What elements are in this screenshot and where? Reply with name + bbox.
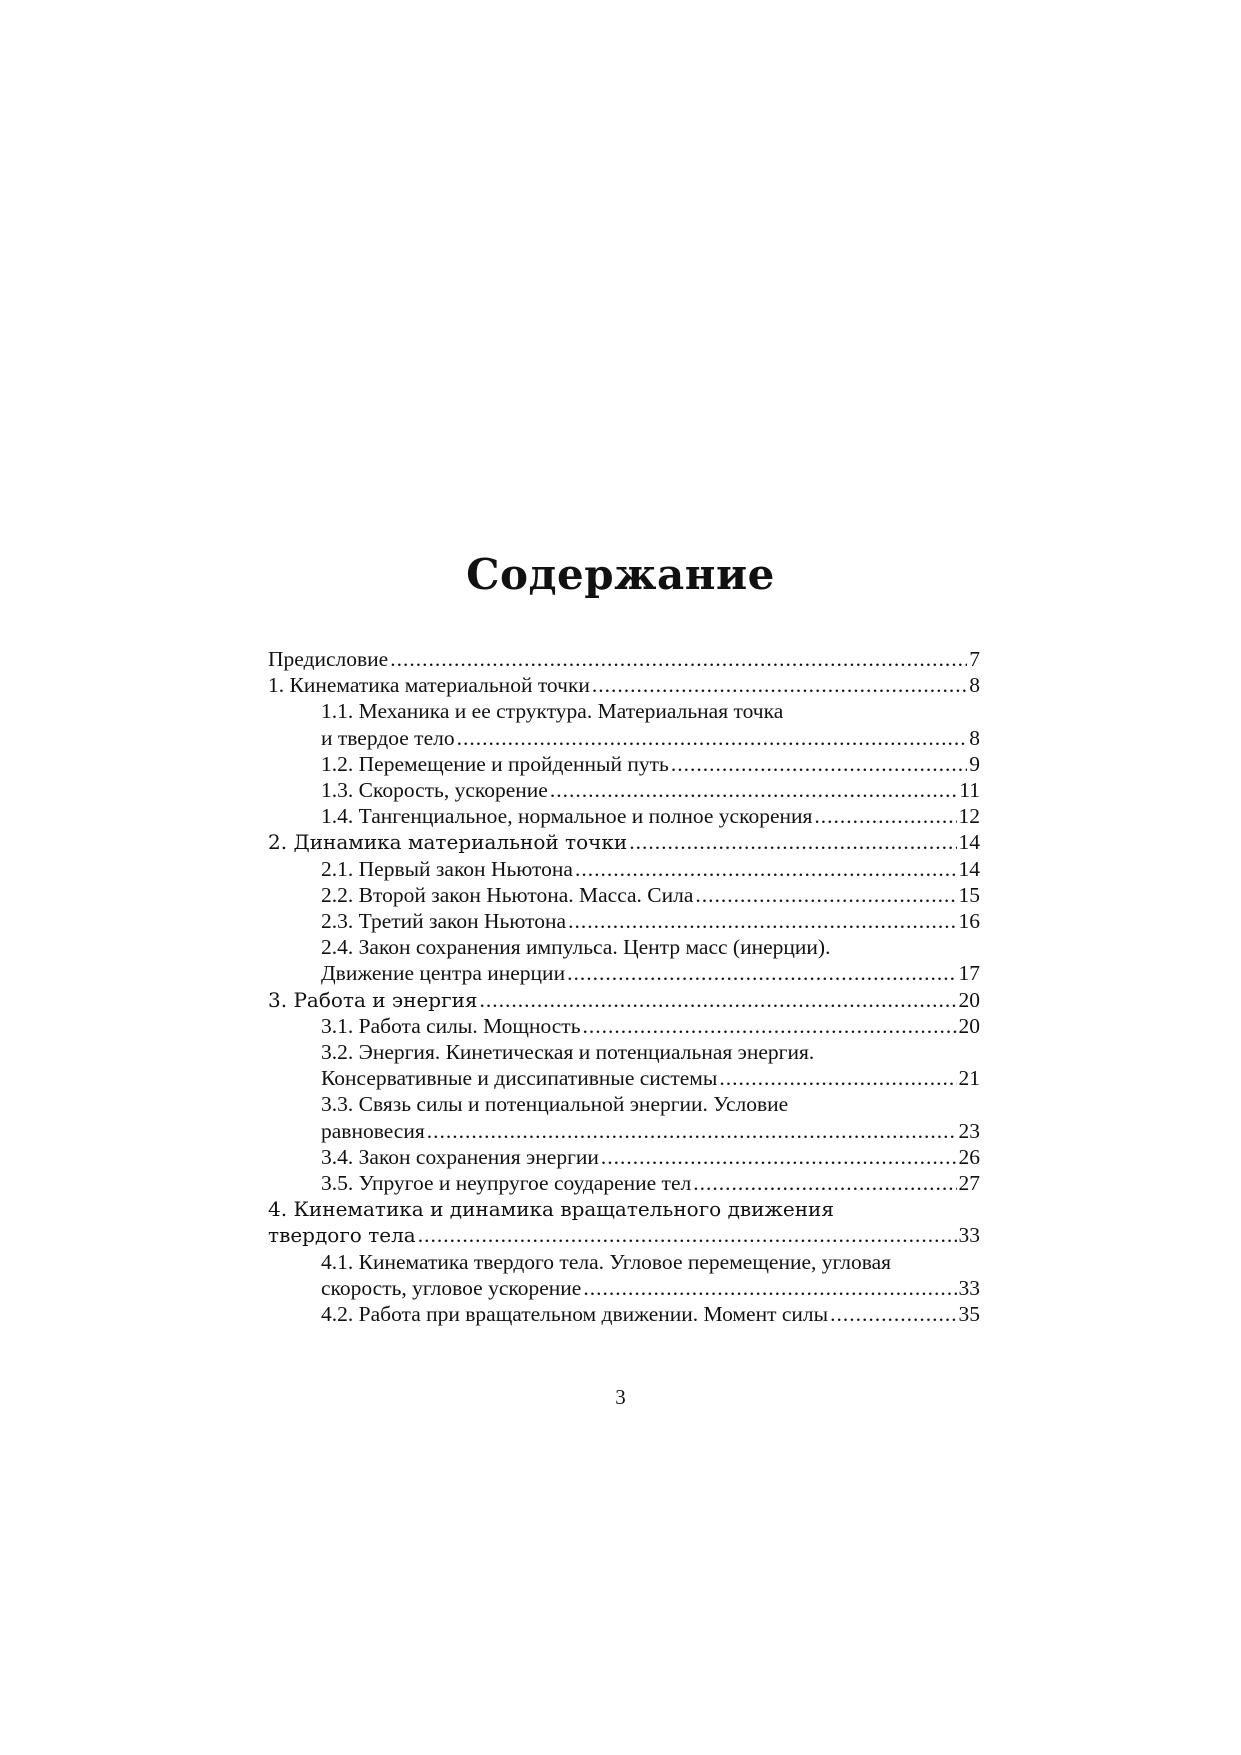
- toc-entry-text: 1. Кинематика материальной точки: [268, 673, 590, 698]
- toc-leader-dots: [568, 908, 956, 934]
- toc-entry-text: скорость, угловое ускорение: [321, 1275, 582, 1300]
- toc-leader-dots: [583, 1013, 957, 1039]
- toc-entry-3-3-cont[interactable]: [268, 1118, 980, 1144]
- toc-entry-text: 3.4. Закон сохранения энергии: [321, 1144, 599, 1169]
- toc-entry-chapter-3[interactable]: [268, 987, 980, 1013]
- toc-entry-text: Предисловие: [268, 647, 389, 671]
- toc-entry-text: 2.1. Первый закон Ньютона: [321, 856, 573, 881]
- toc-entry-2-3[interactable]: [268, 908, 980, 934]
- page-number: 3: [615, 1385, 626, 1409]
- toc-page-number: 33: [958, 1275, 980, 1300]
- toc-page-number: 14: [958, 856, 980, 881]
- toc-leader-dots: [830, 1301, 956, 1327]
- toc-leader-dots: [814, 803, 956, 829]
- table-of-contents: [268, 646, 980, 1327]
- toc-entry-1-1[interactable]: [268, 698, 980, 724]
- toc-page-number: 23: [958, 1118, 980, 1143]
- toc-leader-dots: [592, 672, 967, 698]
- toc-entry-chapter-4-cont[interactable]: [268, 1222, 980, 1248]
- toc-entry-1-4[interactable]: [268, 803, 980, 829]
- toc-entry-text: 2. Динамика материальной точки: [268, 830, 628, 855]
- toc-page-number: 16: [958, 909, 980, 934]
- toc-leader-dots: [427, 1118, 957, 1144]
- toc-page-number: 20: [958, 987, 980, 1012]
- toc-entry-4-1[interactable]: [268, 1249, 980, 1275]
- toc-entry-2-4-cont[interactable]: [268, 960, 980, 986]
- toc-entry-4-1-cont[interactable]: [268, 1275, 980, 1301]
- toc-page-number: 21: [958, 1066, 980, 1091]
- toc-entry-text: 4. Кинематика и динамика вращательного движения: [268, 1197, 834, 1222]
- toc-entry-text: 1.2. Перемещение и пройденный путь: [321, 751, 669, 776]
- toc-page-number: 7: [969, 647, 980, 671]
- toc-page-number: 20: [958, 1013, 980, 1038]
- toc-entry-text: равновесия: [321, 1118, 425, 1143]
- toc-entry-text: 3.1. Работа силы. Мощность: [321, 1013, 581, 1038]
- toc-entry-text: и твердое тело: [321, 725, 455, 750]
- toc-leader-dots: [575, 856, 957, 882]
- toc-leader-dots: [629, 829, 956, 855]
- toc-page-number: 35: [958, 1302, 980, 1327]
- toc-entry-text: твердого тела: [268, 1223, 416, 1248]
- toc-entry-3-5[interactable]: [268, 1170, 980, 1196]
- toc-entry-text: 4.2. Работа при вращательном движении. Момент силы: [321, 1302, 829, 1327]
- toc-leader-dots: [567, 960, 956, 986]
- toc-page-number: 8: [969, 725, 980, 750]
- toc-page-number: 14: [958, 830, 980, 855]
- toc-entry-text: 2.4. Закон сохранения импульса. Центр масс (инерции).: [321, 935, 831, 960]
- toc-page-number: 33: [958, 1223, 980, 1248]
- toc-page-number: 8: [969, 673, 980, 698]
- toc-leader-dots: [457, 725, 968, 751]
- toc-entry-3-1[interactable]: [268, 1013, 980, 1039]
- toc-entry-chapter-1[interactable]: [268, 672, 980, 698]
- toc-entry-text: Консервативные и диссипативные системы: [321, 1066, 718, 1091]
- toc-leader-dots: [601, 1144, 957, 1170]
- toc-entry-text: 3.2. Энергия. Кинетическая и потенциальная энергия.: [321, 1040, 815, 1065]
- toc-entry-chapter-4[interactable]: [268, 1196, 980, 1222]
- toc-entry-3-2-cont[interactable]: [268, 1065, 980, 1091]
- toc-leader-dots: [695, 882, 956, 908]
- page-title: Содержание: [466, 550, 775, 599]
- toc-leader-dots: [418, 1222, 957, 1248]
- toc-page-number: 17: [958, 961, 980, 986]
- toc-page-number: 12: [958, 804, 980, 829]
- toc-entry-text: 3.3. Связь силы и потенциальной энергии. Условие: [321, 1092, 789, 1117]
- toc-entry-1-1-cont[interactable]: [268, 725, 980, 751]
- toc-page-number: 11: [959, 778, 980, 803]
- toc-entry-preface[interactable]: [268, 646, 980, 672]
- toc-entry-4-2[interactable]: [268, 1301, 980, 1327]
- toc-entry-text: 1.3. Скорость, ускорение: [321, 778, 548, 803]
- toc-leader-dots: [671, 751, 967, 777]
- toc-leader-dots: [390, 646, 967, 672]
- toc-page-number: 9: [969, 751, 980, 776]
- toc-page-number: 27: [958, 1171, 980, 1196]
- toc-page-number: 15: [958, 882, 980, 907]
- toc-entry-text: 3. Работа и энергия: [268, 987, 478, 1012]
- toc-entry-3-2[interactable]: [268, 1039, 980, 1065]
- toc-entry-text: 2.3. Третий закон Ньютона: [321, 909, 567, 934]
- toc-entry-2-2[interactable]: [268, 882, 980, 908]
- toc-entry-3-3[interactable]: [268, 1091, 980, 1117]
- toc-entry-text: 1.4. Тангенциальное, нормальное и полное ускорения: [321, 804, 813, 829]
- toc-leader-dots: [583, 1275, 956, 1301]
- toc-page-number: 26: [958, 1144, 980, 1169]
- toc-entry-text: 3.5. Упругое и неупругое соударение тел: [321, 1171, 692, 1196]
- toc-entry-1-3[interactable]: [268, 777, 980, 803]
- toc-leader-dots: [550, 777, 957, 803]
- toc-entry-text: 2.2. Второй закон Ньютона. Масса. Сила: [321, 882, 694, 907]
- toc-entry-chapter-2[interactable]: [268, 829, 980, 855]
- toc-entry-text: Движение центра инерции: [321, 961, 566, 986]
- toc-entry-3-4[interactable]: [268, 1144, 980, 1170]
- toc-entry-text: 4.1. Кинематика твердого тела. Угловое перемещение, угловая: [321, 1249, 892, 1274]
- toc-entry-1-2[interactable]: [268, 751, 980, 777]
- toc-leader-dots: [480, 987, 957, 1013]
- toc-entry-text: 1.1. Механика и ее структура. Материальная точка: [321, 699, 784, 724]
- toc-entry-2-1[interactable]: [268, 856, 980, 882]
- toc-leader-dots: [693, 1170, 956, 1196]
- toc-leader-dots: [719, 1065, 956, 1091]
- toc-entry-2-4[interactable]: [268, 934, 980, 960]
